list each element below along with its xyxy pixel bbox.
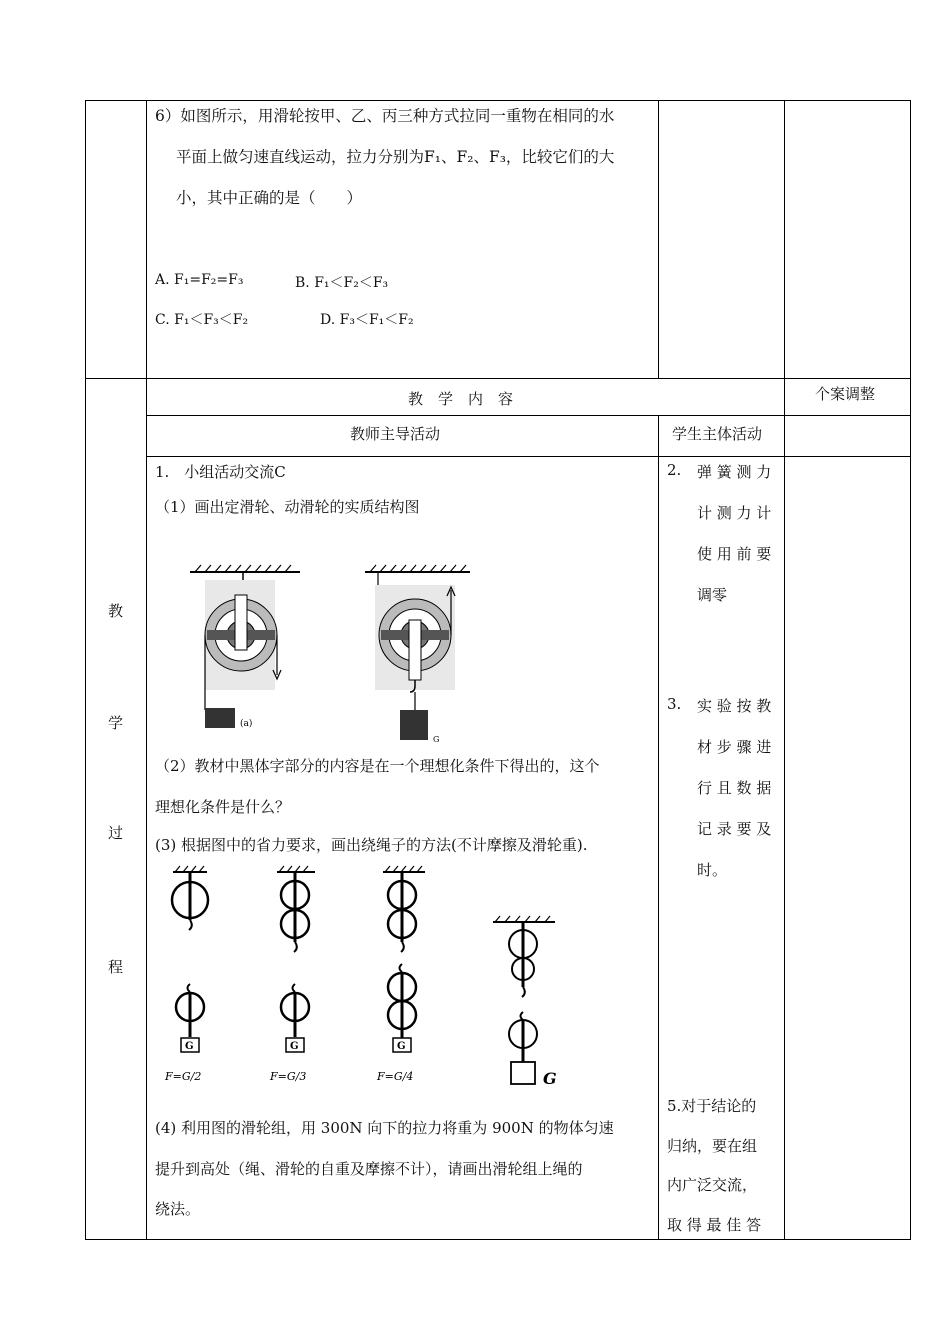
student-text: 归纳，要在组 (667, 1137, 758, 1155)
sub-question: 绕法。 (155, 1200, 201, 1218)
student-text: 时。 (697, 861, 728, 879)
student-text: 行 且 数 据 (697, 779, 772, 797)
student-text: 实 验 按 教 (697, 697, 772, 715)
row-divider (146, 456, 911, 457)
row-divider (85, 378, 911, 379)
pulley-group-2 (269, 866, 315, 1083)
table-left-border (85, 100, 86, 1240)
table-right-border (910, 100, 911, 1240)
sub-question: 提升到高处（绳、滑轮的自重及摩擦不计），请画出滑轮组上绳的 (155, 1160, 583, 1178)
student-text: 材 步 骤 进 (697, 738, 772, 756)
side-label-char: 教 (108, 602, 124, 620)
pulley-group-4 (493, 916, 557, 1088)
column-divider (658, 415, 659, 1240)
table-top-border (85, 100, 911, 101)
sub-question: 理想化条件是什么？ (155, 798, 291, 816)
pulley-group-1 (164, 866, 208, 1083)
student-item-number: 2. (667, 461, 682, 479)
fixed-pulley-diagram (190, 565, 300, 729)
student-text: 计 测 力 计 (697, 504, 772, 522)
svg-text:G: G (433, 735, 440, 744)
question-line: 平面上做匀速直线运动，拉力分别为F₁、F₂、F₃，比较它们的大 (176, 148, 615, 166)
case-adjust-header: 个案调整 (815, 385, 876, 403)
student-text: 5.对于结论的 (667, 1097, 757, 1115)
teaching-content-header: 教 学 内 容 (408, 390, 514, 408)
option-d: D. F₃＜F₁＜F₂ (320, 312, 414, 328)
side-label-char: 程 (108, 958, 124, 976)
svg-text:G: G (290, 1041, 299, 1052)
question-line: 6）如图所示，用滑轮按甲、乙、丙三种方式拉同一重物在相同的水 (155, 107, 615, 125)
sub-question: （1）画出定滑轮、动滑轮的实质结构图 (155, 498, 420, 516)
item-heading: 1. 小组活动交流C (155, 463, 286, 481)
student-text: 调零 (697, 586, 728, 604)
sub-question: (4) 利用图的滑轮组，用 300N 向下的拉力将重为 900N 的物体匀速 (155, 1119, 614, 1137)
side-label-char: 学 (108, 714, 124, 732)
student-item-number: 3. (667, 695, 682, 713)
pulley-groups-figure (155, 862, 575, 1102)
table-bottom-border (85, 1239, 911, 1240)
column-divider (146, 100, 147, 1240)
option-b: B. F₁＜F₂＜F₃ (295, 275, 389, 291)
pulley-structure-figure (185, 560, 495, 750)
sub-question: (3) 根据图中的省力要求，画出绕绳子的方法(不计摩擦及滑轮重). (155, 836, 588, 854)
option-c: C. F₁＜F₃＜F₂ (155, 312, 249, 328)
student-text: 内广泛交流， (667, 1176, 758, 1194)
pulley-group-3 (376, 866, 425, 1083)
svg-text:G: G (397, 1041, 406, 1052)
svg-text:F=G/3: F=G/3 (270, 1070, 307, 1083)
option-a: A. F₁=F₂=F₃ (155, 272, 244, 288)
question-line: 小，其中正确的是（ ） (176, 189, 363, 207)
student-text: 弹 簧 测 力 (697, 463, 772, 481)
movable-pulley-diagram (365, 565, 470, 744)
student-text: 记 录 要 及 (697, 820, 772, 838)
row-divider (146, 415, 911, 416)
svg-text:F=G/2: F=G/2 (165, 1070, 202, 1083)
teacher-activity-header: 教师主导活动 (350, 425, 441, 443)
svg-text:(a): (a) (240, 719, 253, 729)
student-text: 使 用 前 要 (697, 545, 772, 563)
student-activity-header: 学生主体活动 (672, 425, 763, 443)
sub-question: （2）教材中黑体字部分的内容是在一个理想化条件下得出的，这个 (155, 757, 600, 775)
svg-text:F=G/4: F=G/4 (377, 1070, 414, 1083)
column-divider (784, 100, 785, 1240)
side-label-char: 过 (108, 824, 124, 842)
svg-text:G: G (185, 1041, 194, 1052)
column-divider (658, 100, 659, 379)
student-text: 取 得 最 佳 答 (667, 1216, 762, 1234)
svg-text:G: G (543, 1069, 557, 1088)
